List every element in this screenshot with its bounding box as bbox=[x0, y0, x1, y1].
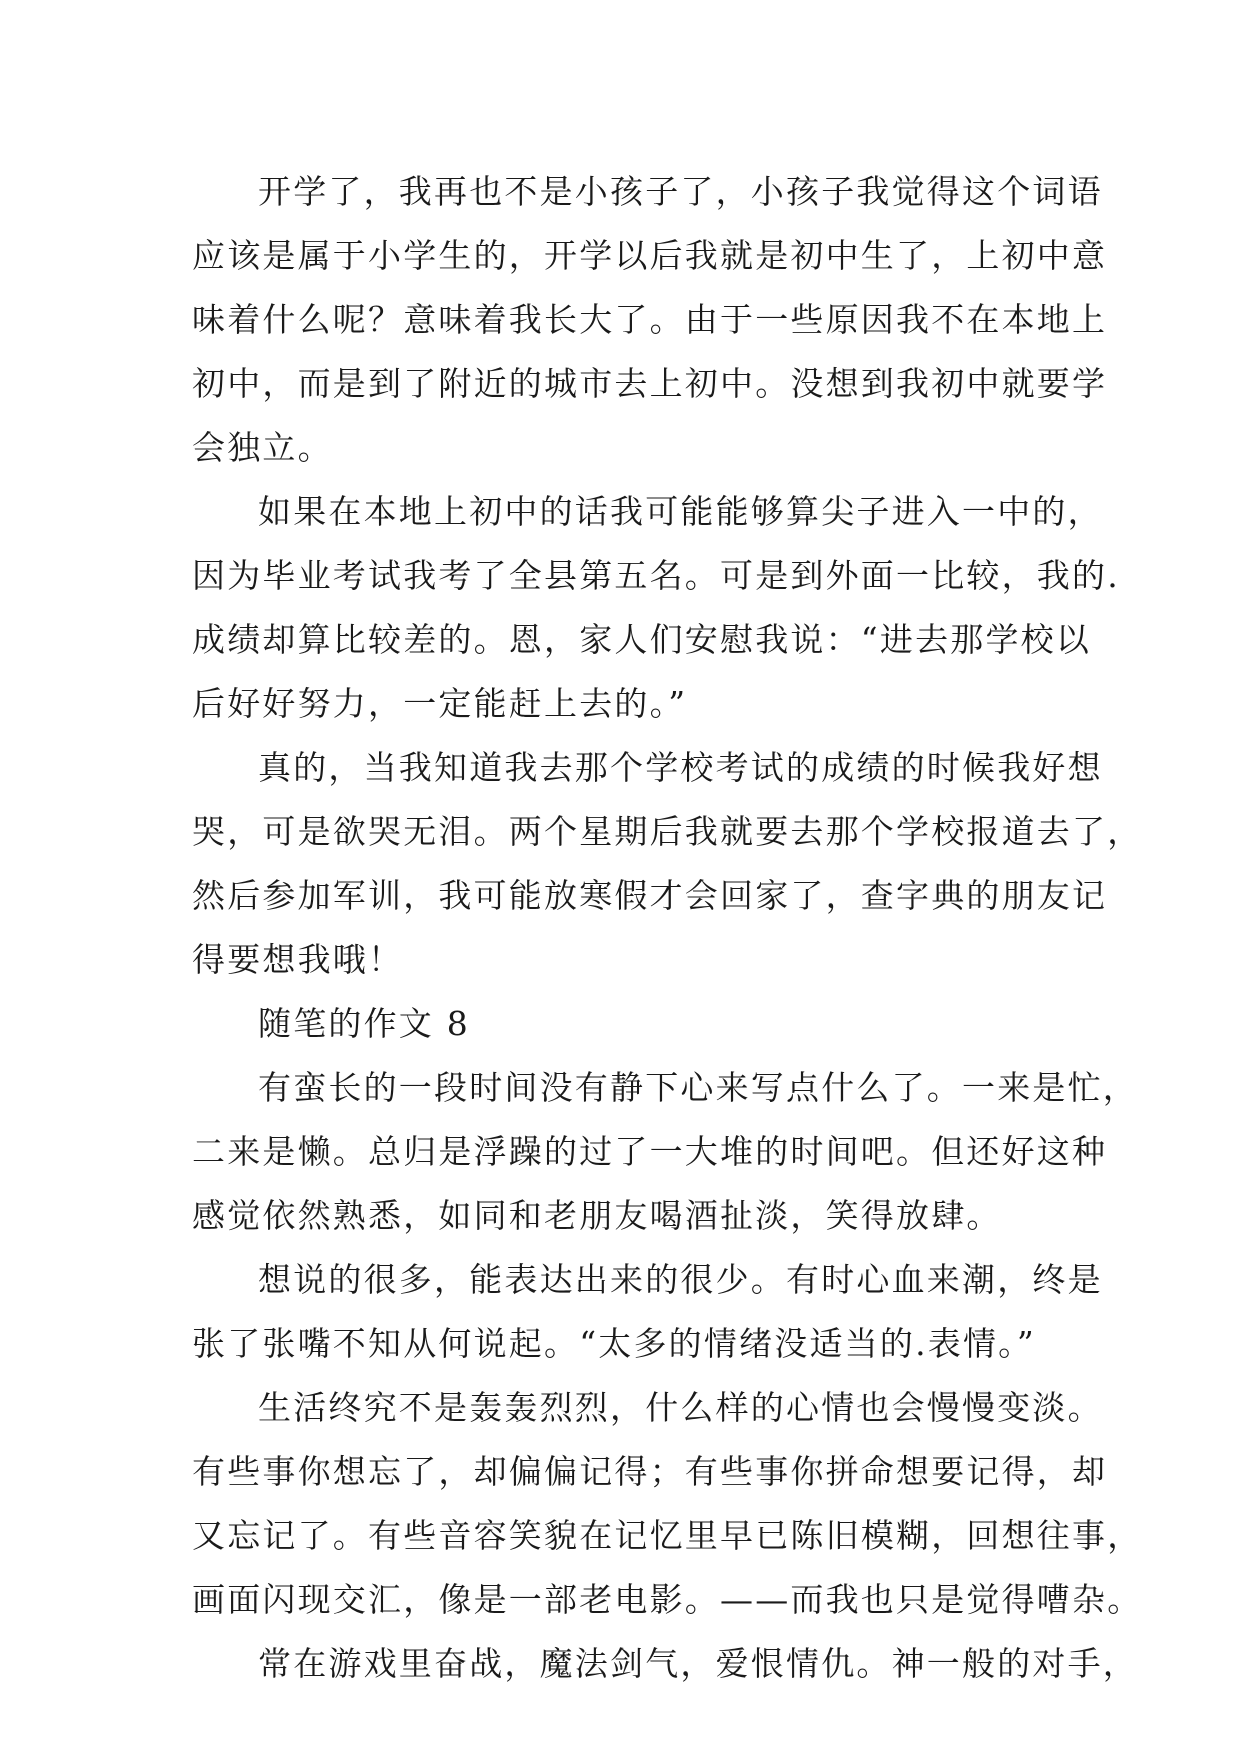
paragraph-line: 初中，而是到了附近的城市去上初中。没想到我初中就要学 bbox=[192, 364, 1108, 403]
paragraph-line: 如果在本地上初中的话我可能能够算尖子进入一中的， bbox=[258, 492, 1103, 531]
paragraph-line: 有些事你想忘了，却偏偏记得；有些事你拼命想要记得，却 bbox=[192, 1452, 1108, 1491]
paragraph-line: 味着什么呢？意味着我长大了。由于一些原因我不在本地上 bbox=[192, 300, 1108, 339]
paragraph-line: 感觉依然熟悉，如同和老朋友喝酒扯淡，笑得放肆。 bbox=[192, 1196, 1002, 1235]
paragraph-line: 后好好努力，一定能赶上去的。” bbox=[192, 684, 688, 723]
paragraph-line: 应该是属于小学生的，开学以后我就是初中生了，上初中意 bbox=[192, 236, 1108, 275]
paragraph-line: 画面闪现交汇，像是一部老电影。——而我也只是觉得嘈杂。 bbox=[192, 1580, 1143, 1619]
paragraph-line: 常在游戏里奋战，魔法剑气，爱恨情仇。神一般的对手， bbox=[258, 1644, 1138, 1683]
paragraph-line: 哭，可是欲哭无泪。两个星期后我就要去那个学校报道去了， bbox=[192, 812, 1143, 851]
paragraph-line: 想说的很多，能表达出来的很少。有时心血来潮，终是 bbox=[258, 1260, 1103, 1299]
paragraph-line: 又忘记了。有些音容笑貌在记忆里早已陈旧模糊，回想往事， bbox=[192, 1516, 1143, 1555]
paragraph-line: 生活终究不是轰轰烈烈，什么样的心情也会慢慢变淡。 bbox=[258, 1388, 1103, 1427]
paragraph-line: 成绩却算比较差的。恩，家人们安慰我说：“进去那学校以 bbox=[192, 620, 1092, 659]
section-heading: 随笔的作文 8 bbox=[258, 1004, 470, 1043]
paragraph-line: 真的，当我知道我去那个学校考试的成绩的时候我好想 bbox=[258, 748, 1103, 787]
paragraph-line: 然后参加军训，我可能放寒假才会回家了，查字典的朋友记 bbox=[192, 876, 1108, 915]
paragraph-line: 二来是懒。总归是浮躁的过了一大堆的时间吧。但还好这种 bbox=[192, 1132, 1108, 1171]
paragraph-line: 会独立。 bbox=[192, 428, 333, 467]
paragraph-line: 因为毕业考试我考了全县第五名。可是到外面一比较，我的. bbox=[192, 556, 1120, 595]
body-text bbox=[192, 160, 1143, 1696]
paragraph-line: 张了张嘴不知从何说起。“太多的情绪没适当的.表情。” bbox=[192, 1324, 1036, 1363]
paragraph-line: 开学了，我再也不是小孩子了，小孩子我觉得这个词语 bbox=[258, 172, 1103, 211]
paragraph-line: 有蛮长的一段时间没有静下心来写点什么了。一来是忙， bbox=[258, 1068, 1138, 1107]
paragraph-line: 得要想我哦！ bbox=[192, 940, 404, 979]
